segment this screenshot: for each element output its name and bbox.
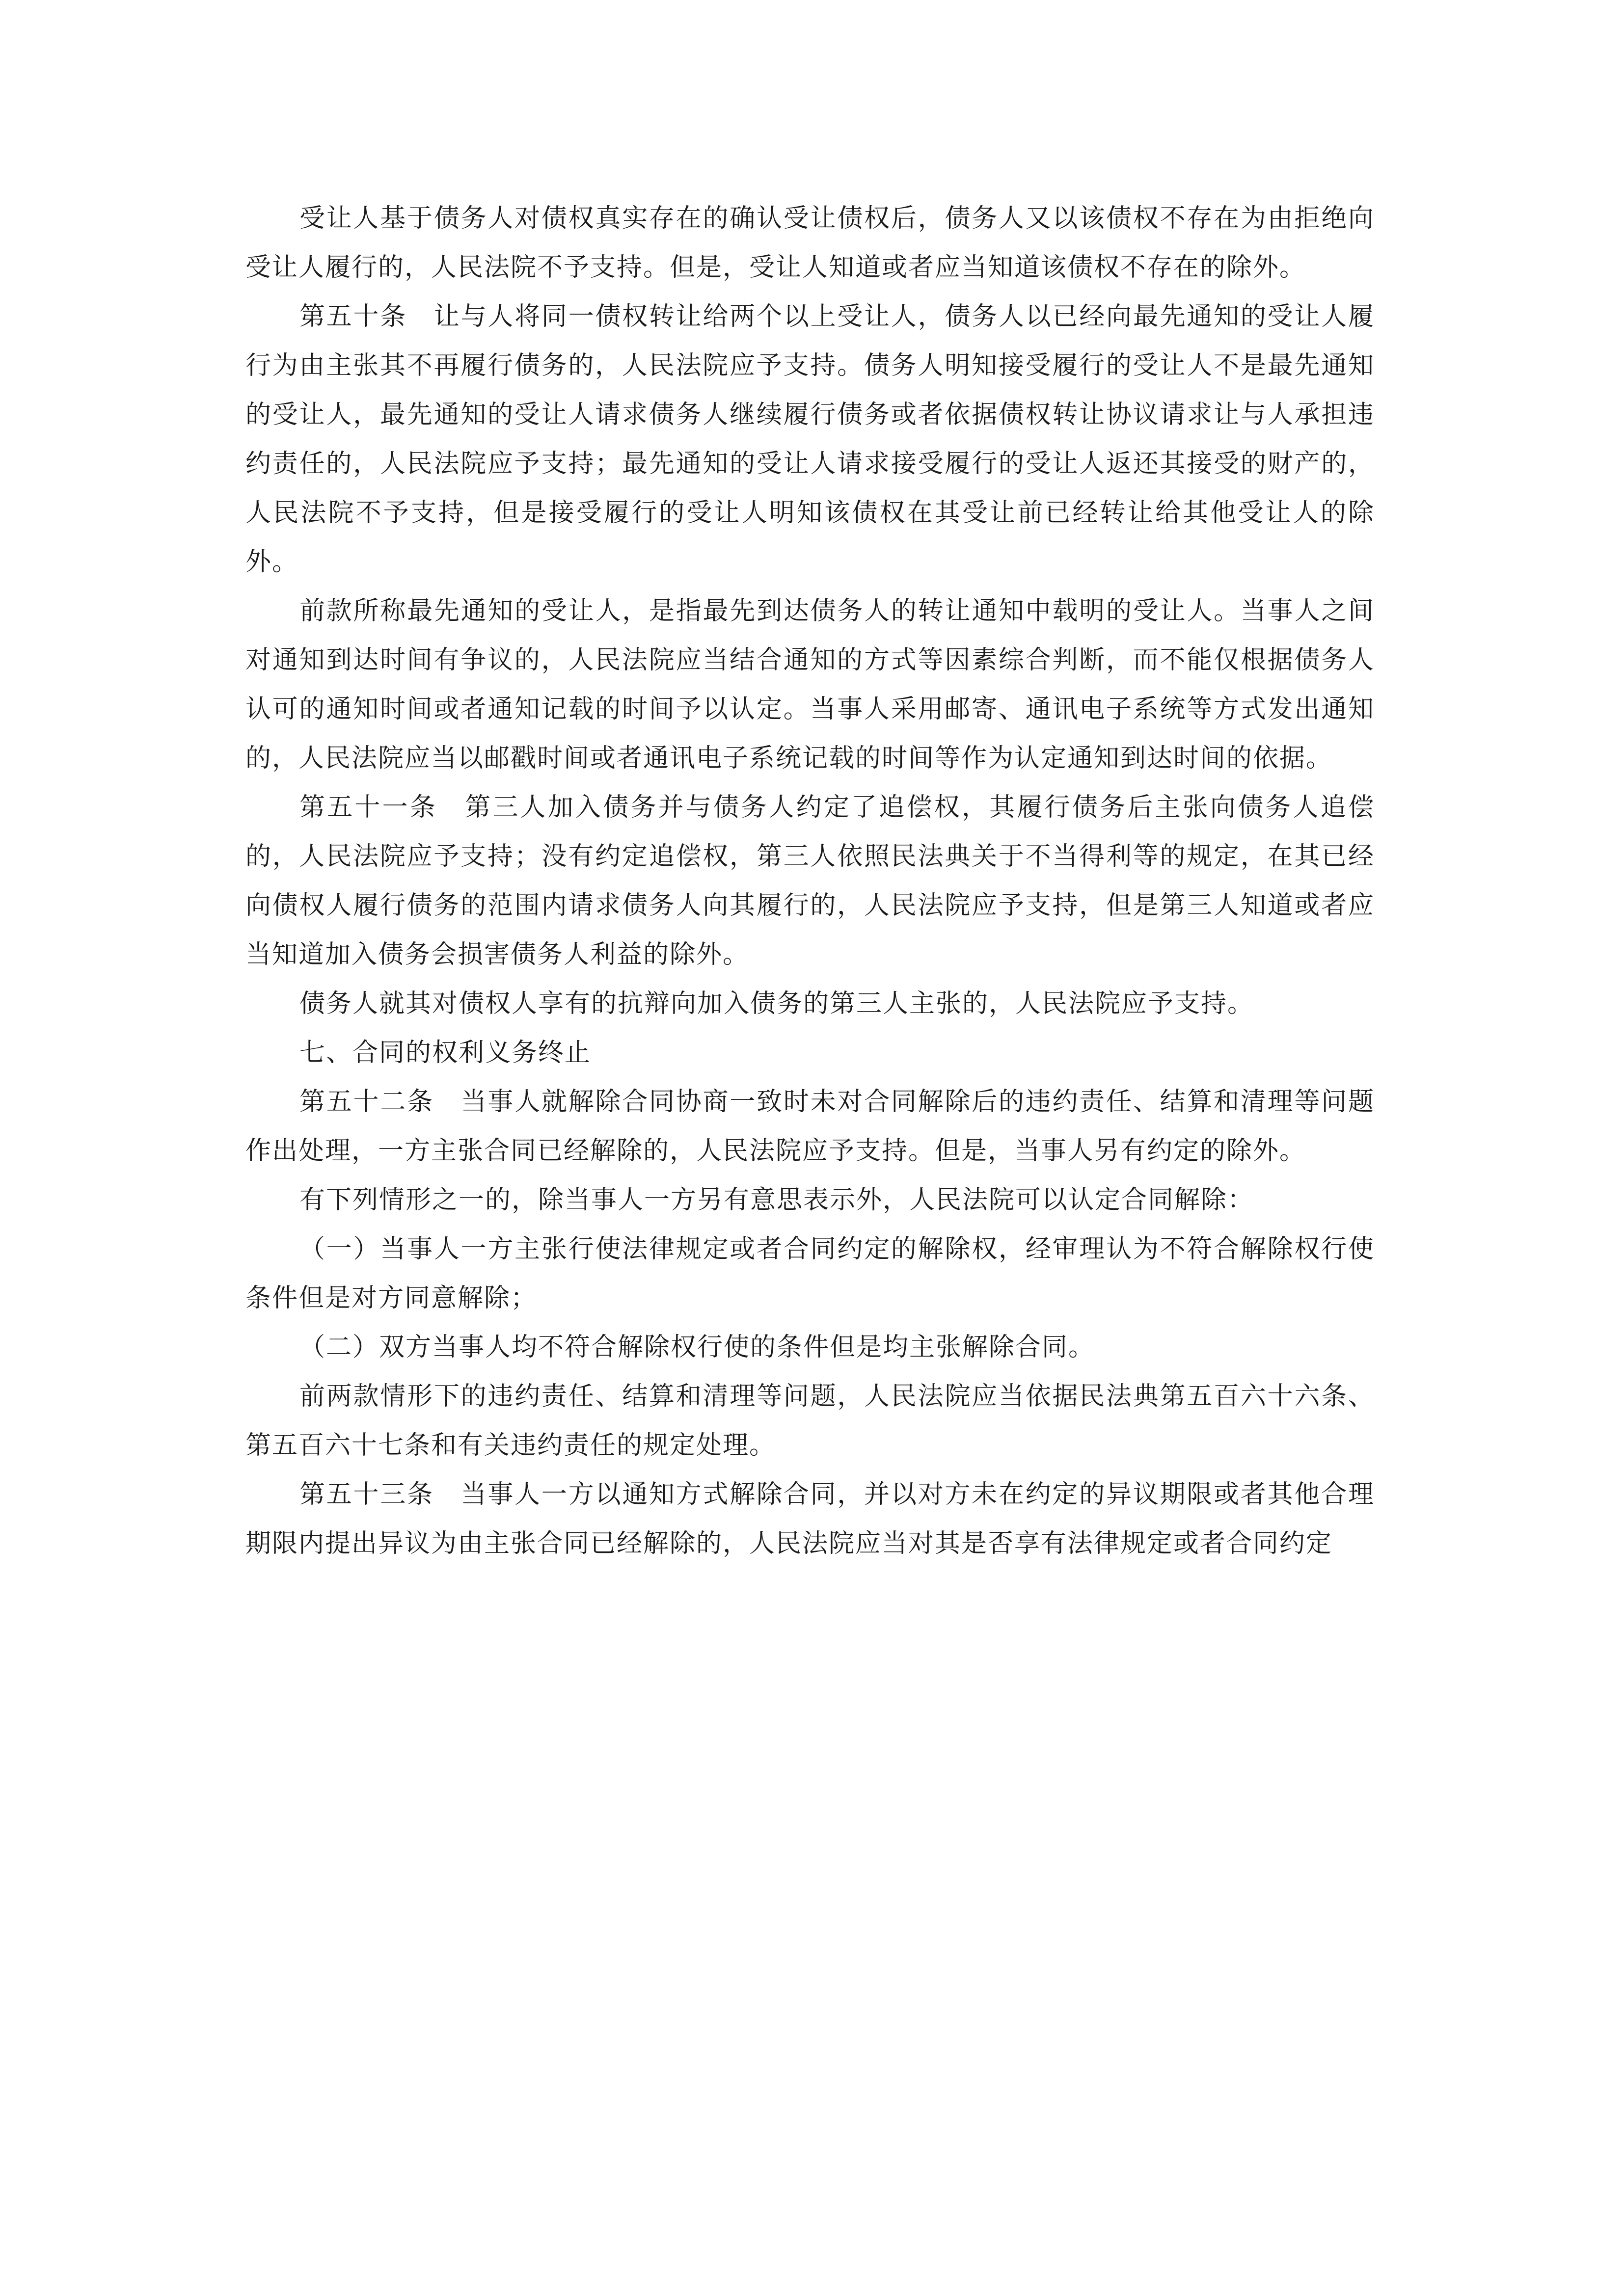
- paragraph-circumstances-intro: 有下列情形之一的，除当事人一方另有意思表示外，人民法院可以认定合同解除：: [299, 1185, 1254, 1215]
- document-body: [245, 194, 1375, 1568]
- paragraph-article-50: 第五十条 让与人将同一债权转让给两个以上受让人，债务人以已经向最先通知的受让人履行为由主张其不再履行债务的，人民法院应予支持。债务人明知接受履行的受让人不是最先通知的受让人，最先通知的受让人请求债务人继续履行债务或者依据债权转让协议请求让与人承担违约责任的，人民法院应予支持；最先通知的受让人请求接受履行的受让人返还其接受的财产的，人民法院不予支持，但是接受履行的受让人明知该债权在其受让前已经转让给其他受让人的除外。: [245, 302, 1375, 577]
- paragraph-liability-settlement: 前两款情形下的违约责任、结算和清理等问题，人民法院应当依据民法典第五百六十六条、第五百六十七条和有关违约责任的规定处理。: [245, 1382, 1375, 1460]
- list-item-1: （一）当事人一方主张行使法律规定或者合同约定的解除权，经审理认为不符合解除权行使条件但是对方同意解除；: [245, 1234, 1375, 1313]
- paragraph-debtor-defense: 债务人就其对债权人享有的抗辩向加入债务的第三人主张的，人民法院应予支持。: [299, 989, 1254, 1018]
- paragraph-article-51: 第五十一条 第三人加入债务并与债务人约定了追偿权，其履行债务后主张向债务人追偿的，人民法院应予支持；没有约定追偿权，第三人依照民法典关于不当得利等的规定，在其已经向债权人履行债务的范围内请求债务人向其履行的，人民法院应予支持，但是第三人知道或者应当知道加入债务会损害债务人利益的除外。: [245, 793, 1375, 969]
- paragraph-first-notified-assignee: 前款所称最先通知的受让人，是指最先到达债务人的转让通知中载明的受让人。当事人之间对通知到达时间有争议的，人民法院应当结合通知的方式等因素综合判断，而不能仅根据债务人认可的通知时间或者通知记载的时间予以认定。当事人采用邮寄、通讯电子系统等方式发出通知的，人民法院应当以邮戳时间或者通讯电子系统记载的时间等作为认定通知到达时间的依据。: [245, 596, 1375, 773]
- paragraph-assignee-confirmation: 受让人基于债务人对债权真实存在的确认受让债权后，债务人又以该债权不存在为由拒绝向受让人履行的，人民法院不予支持。但是，受让人知道或者应当知道该债权不存在的除外。: [245, 204, 1375, 282]
- section-heading-termination: 七、合同的权利义务终止: [299, 1038, 592, 1068]
- paragraph-article-52: 第五十二条 当事人就解除合同协商一致时未对合同解除后的违约责任、结算和清理等问题作出处理，一方主张合同已经解除的，人民法院应予支持。但是，当事人另有约定的除外。: [245, 1087, 1375, 1166]
- list-item-2: （二）双方当事人均不符合解除权行使的条件但是均主张解除合同。: [299, 1333, 1095, 1362]
- paragraph-article-53: 第五十三条 当事人一方以通知方式解除合同，并以对方未在约定的异议期限或者其他合理期限内提出异议为由主张合同已经解除的，人民法院应当对其是否享有法律规定或者合同约定: [245, 1480, 1375, 1558]
